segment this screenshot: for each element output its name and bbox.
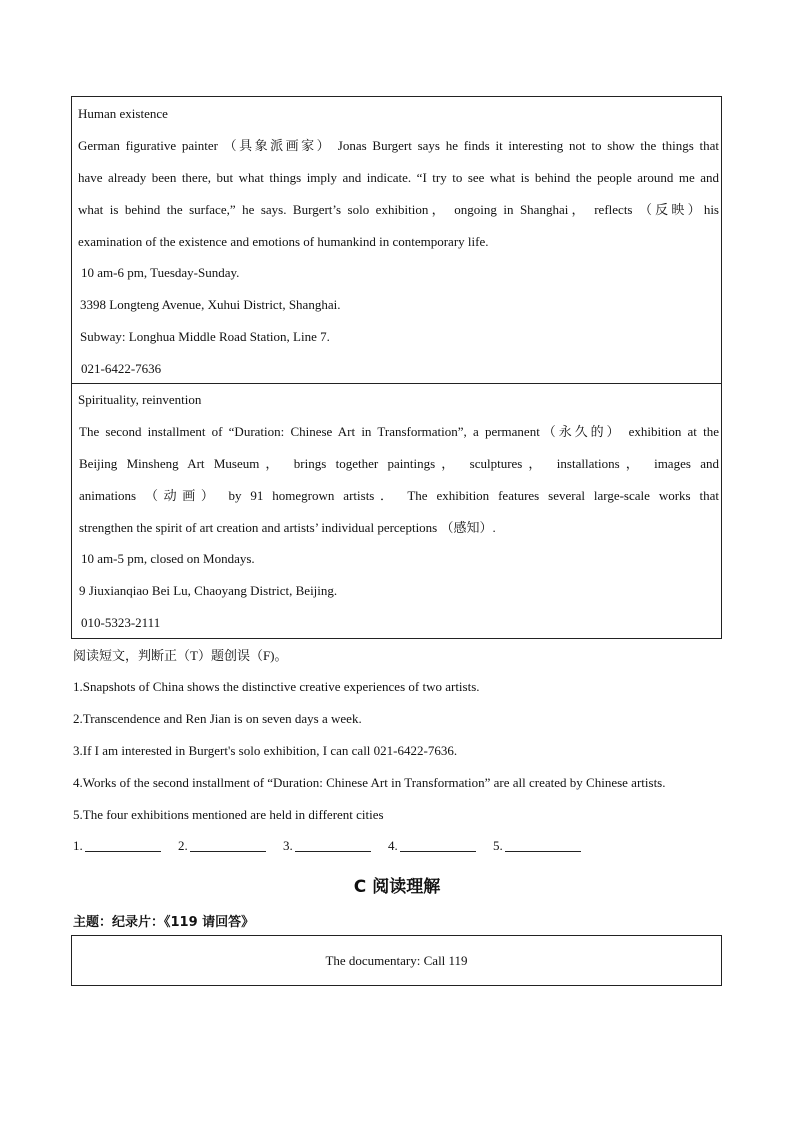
- paragraph-line: animations （动画） by 91 homegrown artists． The exhibition features several large-scale works that: [79, 488, 719, 503]
- documentary-box: [71, 935, 722, 986]
- exhibition-box-human-existence: [71, 96, 722, 384]
- paragraph-line: have already been there, but what things imply and indicate. “I try to see what is behind the people around me and: [78, 170, 719, 185]
- exhibition-title: Spirituality, reinvention: [78, 392, 202, 407]
- paragraph-line: strengthen the spirit of art creation and artists’ individual perceptions （感知）.: [79, 520, 496, 535]
- answer-blank-2[interactable]: 2.: [178, 838, 266, 854]
- question-5: 5.The four exhibitions mentioned are held in different cities: [73, 807, 384, 822]
- paragraph-line: The second installment of “Duration: Chinese Art in Transformation”, a permanent（永久的） exhibition at the: [79, 424, 719, 439]
- exhibition-box-spirituality: [71, 383, 722, 639]
- section-c-title: C 阅读理解: [353, 877, 441, 897]
- question-4: 4.Works of the second installment of “Duration: Chinese Art in Transformation” are all created by Chinese artists.: [73, 775, 666, 790]
- phone-number: 010-5323-2111: [81, 615, 161, 630]
- question-3: 3.If I am interested in Burgert's solo exhibition, I can call 021-6422-7636.: [73, 743, 458, 758]
- address: 3398 Longteng Avenue, Xuhui District, Shanghai.: [80, 297, 341, 312]
- answer-blank-3[interactable]: 3.: [283, 838, 371, 854]
- exhibition-title: Human existence: [78, 106, 168, 121]
- answer-blanks: [73, 838, 595, 854]
- opening-hours: 10 am-5 pm, closed on Mondays.: [81, 551, 255, 566]
- section-c-theme: 主题：纪录片：《119 请回答》: [73, 915, 255, 930]
- question-1: 1.Snapshots of China shows the distinctive creative experiences of two artists.: [73, 679, 480, 694]
- paragraph-line: what is behind the surface,” he says. Burgert’s solo exhibition， ongoing in Shanghai， reflects （反映）his: [78, 202, 719, 217]
- phone-number: 021-6422-7636: [81, 361, 162, 376]
- answer-blank-1[interactable]: 1.: [73, 838, 161, 854]
- instruction-text: 阅读短文，判断正（T）题创误（F)。: [73, 648, 288, 663]
- answer-blank-5[interactable]: 5.: [493, 838, 581, 854]
- address: 9 Jiuxianqiao Bei Lu, Chaoyang District, Beijing.: [79, 583, 338, 598]
- answer-blank-4[interactable]: 4.: [388, 838, 476, 854]
- documentary-title: The documentary: Call 119: [325, 953, 468, 968]
- paragraph-line: Beijing Minsheng Art Museum， brings together paintings， sculptures， installations， images and: [79, 456, 719, 471]
- opening-hours: 10 am-6 pm, Tuesday-Sunday.: [81, 265, 240, 280]
- paragraph-line: German figurative painter （具象派画家） Jonas Burgert says he finds it interesting not to show the things that: [78, 138, 719, 153]
- question-2: 2.Transcendence and Ren Jian is on seven days a week.: [73, 711, 362, 726]
- subway-info: Subway: Longhua Middle Road Station, Line 7.: [80, 329, 330, 344]
- paragraph-line: examination of the existence and emotions of humankind in contemporary life.: [78, 234, 489, 249]
